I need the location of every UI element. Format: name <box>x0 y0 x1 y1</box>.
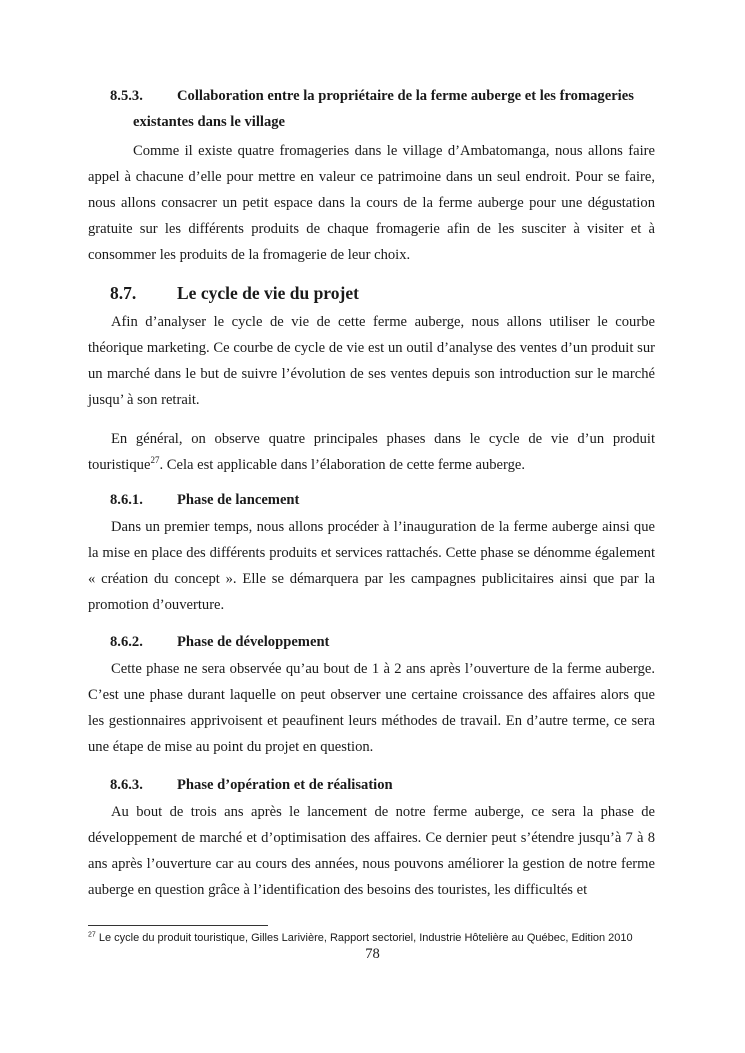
section-title: Le cycle de vie du projet <box>177 283 359 303</box>
footnote-text: Le cycle du produit touristique, Gilles Larivière, Rapport sectoriel, Industrie Hôtelière au Québec, Edition 2010 <box>98 932 633 944</box>
paragraph-lancement: Dans un premier temps, nous allons procéder à l’inauguration de la ferme auberge ainsi que la mise en place des différents produits et services rattachés. Cette phase se dénomme également « création du concept ». Elle se démarquera par les campagnes publicitaires ainsi que par la promotion d’ouverture. <box>88 519 655 613</box>
section-title: Phase de développement <box>177 634 330 650</box>
section-heading-8-6-2 <box>110 634 329 651</box>
section-heading-8-7 <box>110 283 359 304</box>
paragraph-fromageries: Comme il existe quatre fromageries dans le village d’Ambatomanga, nous allons faire appel à chacune d’elle pour mettre en valeur ce patrimoine dans un seul endroit. Pour se faire, nous allons consacrer un petit espace dans la cours de la ferme auberge pour une dégustation gratuite sur les différents produits de chaque fromagerie afin de les susciter à visiter et à consommer les produits de la fromagerie de leur choix. <box>88 143 655 263</box>
section-title: Phase d’opération et de réalisation <box>177 777 393 793</box>
section-heading-8-6-3 <box>110 777 393 794</box>
section-heading-8-5-3 <box>110 88 634 105</box>
paragraph-cycle-intro: Afin d’analyser le cycle de vie de cette ferme auberge, nous allons utiliser le courbe théorique marketing. Ce courbe de cycle de vie est un outil d’analyse des ventes d’un produit sur un marché dans le but de suivre l’évolution de ses ventes depuis son introduction sur le marché jusqu’ à son retrait. <box>88 314 655 408</box>
footnote-reference: 27 <box>150 455 160 466</box>
section-title: Collaboration entre la propriétaire de la ferme auberge et les fromageries <box>177 88 634 104</box>
section-heading-8-6-1 <box>110 492 299 509</box>
footnote <box>88 930 658 946</box>
paragraph-text: En général, on observe quatre principales phases dans le cycle de vie d’un produit touristique <box>88 431 655 473</box>
paragraph-text: . Cela est applicable dans l’élaboration de cette ferme auberge. <box>159 457 526 473</box>
footnote-number: 27 <box>88 931 96 939</box>
section-number: 8.7. <box>110 283 137 303</box>
paragraph-operation: Au bout de trois ans après le lancement de notre ferme auberge, ce sera la phase de développement de marché et d’optimisation des affaires. Ce dernier peut s’étendre jusqu’à 7 à 8 ans après l’ouverture car au cours des années, nous pouvons améliorer la gestion de notre ferme auberge en question grâce à l’identification des besoins des touristes, les difficultés et <box>88 804 655 898</box>
paragraph-developpement: Cette phase ne sera observée qu’au bout de 1 à 2 ans après l’ouverture de la ferme auberge. C’est une phase durant laquelle on peut observer une certaine croissance des affaires alors que les gestionnaires apprivoisent et peaufinent leurs méthodes de travail. En d’autre terme, ce sera une étape de mise au point du projet en question. <box>88 661 655 755</box>
section-number: 8.6.3. <box>110 777 143 793</box>
page-number: 78 <box>365 946 380 962</box>
section-number: 8.6.1. <box>110 492 143 508</box>
section-title: Phase de lancement <box>177 492 300 508</box>
paragraph-phases <box>88 426 655 478</box>
footnote-separator <box>88 925 268 926</box>
section-title-continuation: existantes dans le village <box>133 114 286 130</box>
section-number: 8.6.2. <box>110 634 143 650</box>
section-number: 8.5.3. <box>110 88 143 104</box>
